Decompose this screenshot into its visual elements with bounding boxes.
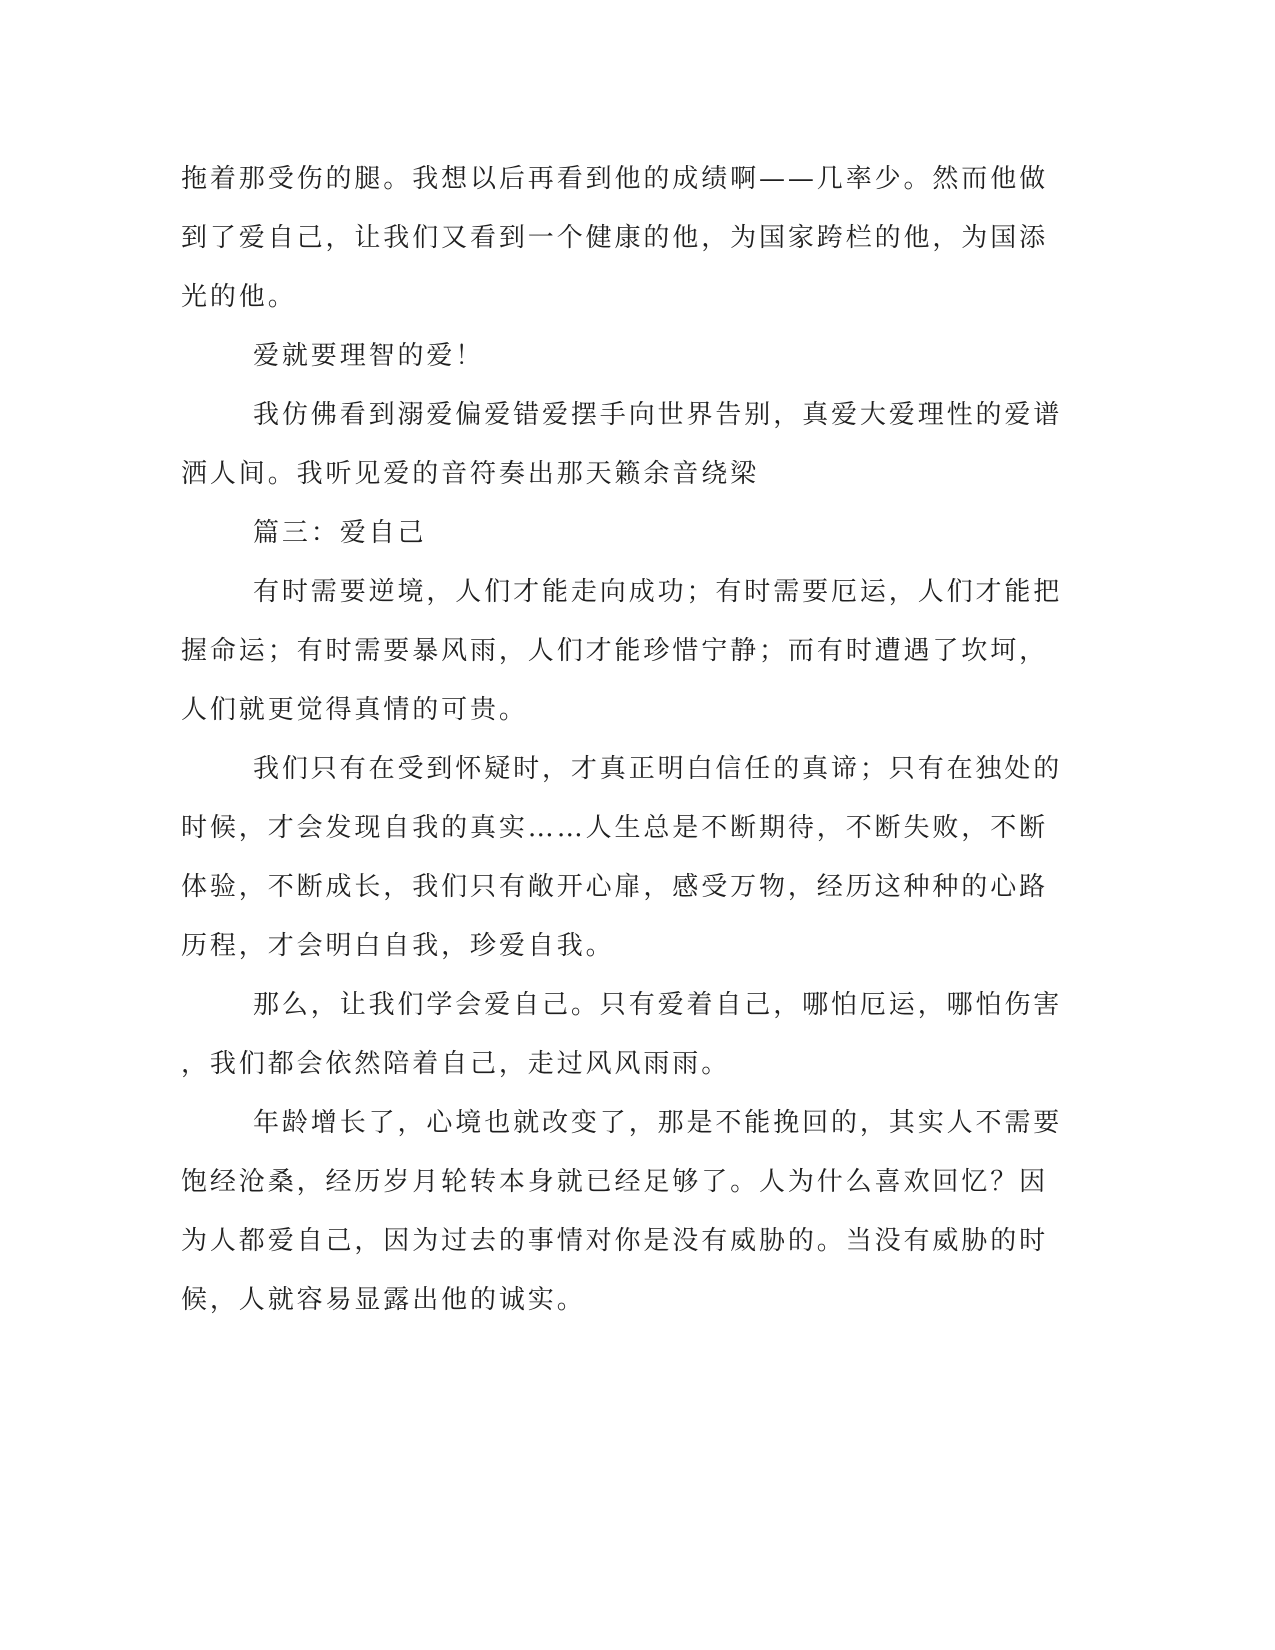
text-line: 到了爱自己，让我们又看到一个健康的他，为国家跨栏的他，为国添 [181,223,1049,253]
section-heading: 篇三：爱自己 [253,518,427,548]
text-line: 我仿佛看到溺爱偏爱错爱摆手向世界告别，真爱大爱理性的爱谱 [253,400,1063,430]
text-line: 饱经沧桑，经历岁月轮转本身就已经足够了。人为什么喜欢回忆？因 [181,1167,1049,1197]
text-line: 我们只有在受到怀疑时，才真正明白信任的真谛；只有在独处的 [253,754,1063,784]
text-line: 握命运；有时需要暴风雨，人们才能珍惜宁静；而有时遭遇了坎坷， [181,636,1049,666]
text-line: ，我们都会依然陪着自己，走过风风雨雨。 [181,1049,731,1079]
text-line: 光的他。 [181,282,297,312]
text-line: 体验，不断成长，我们只有敞开心扉，感受万物，经历这种种的心路 [181,872,1049,902]
text-line: 有时需要逆境，人们才能走向成功；有时需要厄运，人们才能把 [253,577,1063,607]
text-line: 历程，才会明白自我，珍爱自我。 [181,931,615,961]
text-line: 爱就要理智的爱！ [253,341,485,371]
text-line: 候，人就容易显露出他的诚实。 [181,1285,586,1315]
text-line: 人们就更觉得真情的可贵。 [181,695,528,725]
text-line: 年龄增长了，心境也就改变了，那是不能挽回的，其实人不需要 [253,1108,1063,1138]
text-line: 洒人间。我听见爱的音符奏出那天籁余音绕梁 [181,459,760,489]
text-line: 为人都爱自己，因为过去的事情对你是没有威胁的。当没有威胁的时 [181,1226,1049,1256]
text-line: 时候，才会发现自我的真实……人生总是不断期待，不断失败，不断 [181,813,1049,843]
text-line: 拖着那受伤的腿。我想以后再看到他的成绩啊——几率少。然而他做 [181,164,1049,194]
text-line: 那么，让我们学会爱自己。只有爱着自己，哪怕厄运，哪怕伤害 [253,990,1063,1020]
